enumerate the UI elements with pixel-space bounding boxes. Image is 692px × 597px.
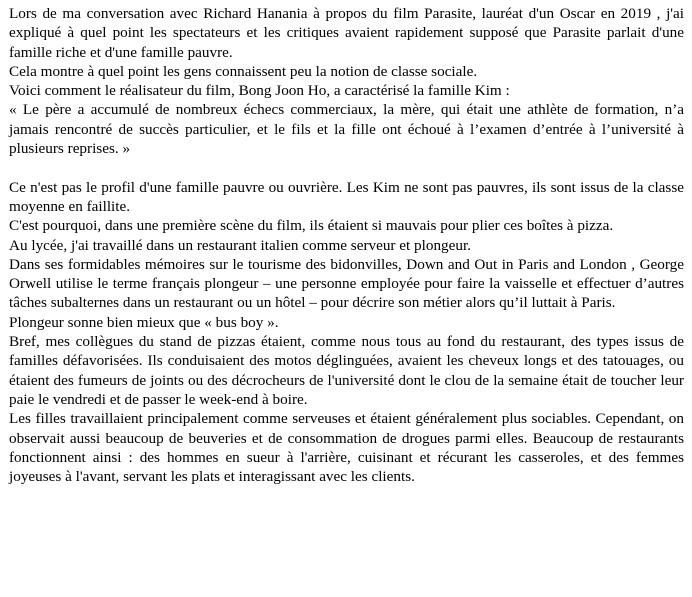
intro-paragraph: Lors de ma conversation avec Richard Hanania à propos du film Parasite, lauréat d'un Oscar en 2019 , j'ai expliqué à quel point les spectateurs et les critiques avaient rapidement supposé que Parasite parlait d'une famille riche et d'une famille pauvre.: [9, 5, 684, 61]
orwell-paragraph: Dans ses formidables mémoires sur le tourisme des bidonvilles, Down and Out in Paris and London , George Orwell utilise le terme français plongeur – une personne employée pour faire la vaisselle et effectuer d’autres tâches subalternes dans un restaurant ou un hôtel – pour décrire son métier alors qu’il luttait à Paris.: [9, 255, 684, 312]
waitresses-paragraph: Les filles travaillaient principalement comme serveuses et étaient généralement plus sociables. Cependant, on observait aussi beaucoup de beuveries et de consommation de drogues parmi elles. Beaucoup de restaurants fonctionnent ainsi : des hommes en sueur à l'arrière, cuisinant et récurant les casseroles, et des femmes joyeuses à l'avant, servant les plats et interagissant avec les clients.: [9, 410, 684, 486]
pizza-colleagues-paragraph: Bref, mes collègues du stand de pizzas étaient, comme nous tous au fond du restaurant, des types issus de familles défavorisées. Ils conduisaient des motos déglinguées, avaient les cheveux longs et des tatouages, ou étaient des fumeurs de joints ou des décrocheurs de l'université dont le clou de la semaine était de toucher leur paie le vendredi et de passer le week-end à boire.: [9, 333, 684, 408]
class-notion-paragraph: Cela montre à quel point les gens connaissent peu la notion de classe sociale.: [9, 62, 478, 80]
director-intro-paragraph: Voici comment le réalisateur du film, Bong Joon Ho, a caractérisé la famille Kim :: [9, 82, 510, 100]
director-quote: « Le père a accumulé de nombreux échecs commerciaux, la mère, qui était une athlète de formation, n’a jamais rencontré de succès particulier, et le fils et la fille ont échoué à l’examen d’entrée à l’université à plusieurs reprises. »: [9, 101, 684, 158]
kim-family-paragraph: Ce n'est pas le profil d'une famille pauvre ou ouvrière. Les Kim ne sont pas pauvres, ils sont issus de la classe moyenne en faillite.: [9, 178, 684, 215]
pizza-boxes-paragraph: C'est pourquoi, dans une première scène du film, ils étaient si mauvais pour plier ces boîtes à pizza.: [9, 217, 614, 235]
paragraph-spacer: [9, 158, 684, 177]
plongeur-paragraph: Plongeur sonne bien mieux que « bus boy ».: [9, 313, 279, 331]
high-school-paragraph: Au lycée, j'ai travaillé dans un restaurant italien comme serveur et plongeur.: [9, 236, 471, 254]
